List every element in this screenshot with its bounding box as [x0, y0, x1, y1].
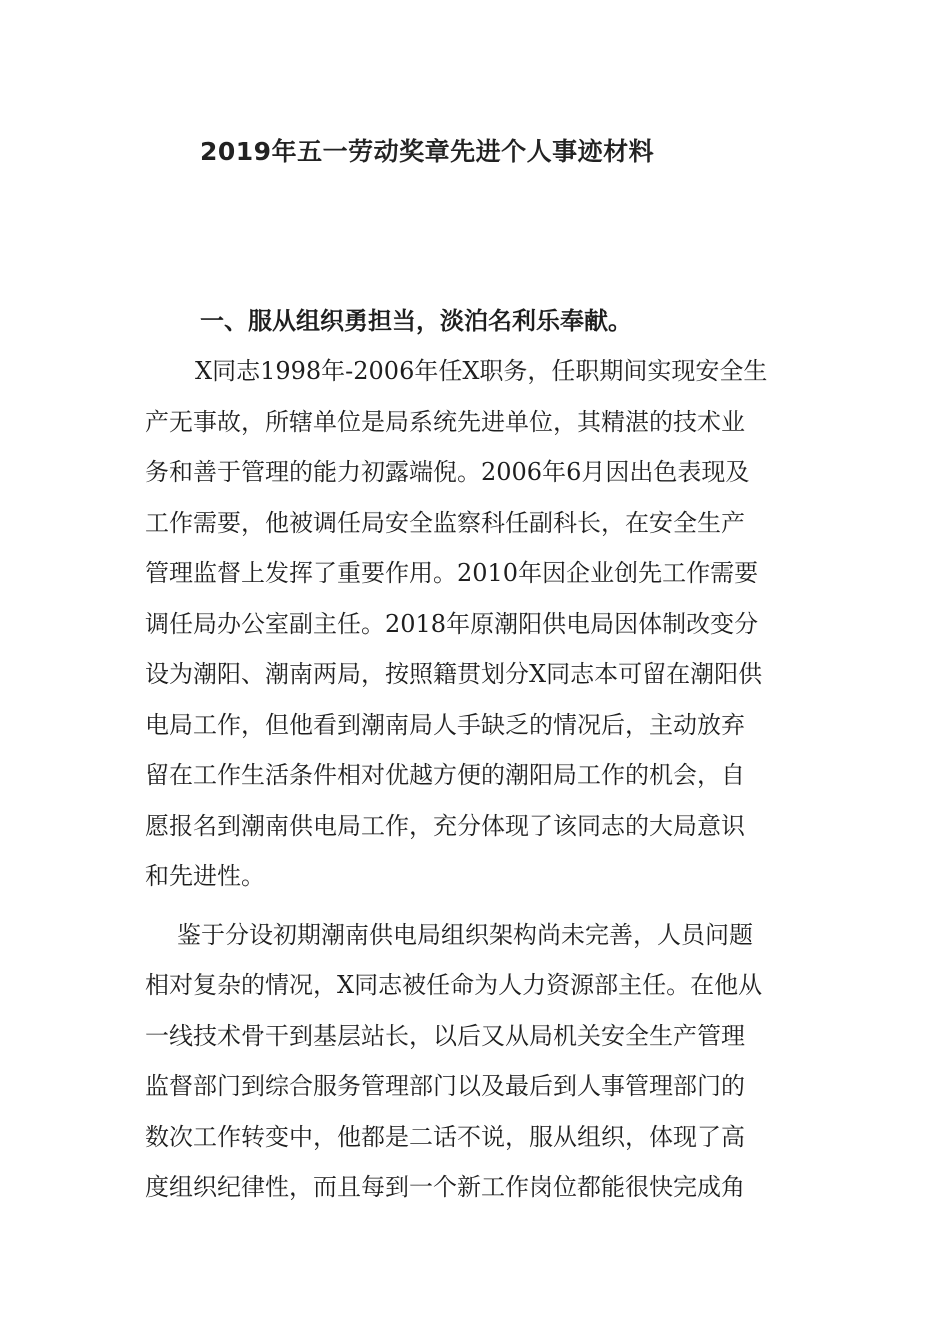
text-line: X同志1998年-2006年任X职务，任职期间实现安全生: [195, 357, 768, 385]
text-line: 产无事故，所辖单位是局系统先进单位，其精湛的技术业: [145, 407, 745, 436]
text-line: 调任局办公室副主任。2018年原潮阳供电局因体制改变分: [145, 609, 759, 638]
text-line: 务和善于管理的能力初露端倪。2006年6月因出色表现及: [145, 458, 750, 486]
paragraph-1: [145, 346, 805, 902]
text-line: 相对复杂的情况，X同志被任命为人力资源部主任。在他从: [145, 971, 763, 999]
text-line: 监督部门到综合服务管理部门以及最后到人事管理部门的: [145, 1072, 745, 1100]
text-line: 设为潮阳、潮南两局，按照籍贯划分X同志本可留在潮阳供: [145, 660, 763, 688]
text-line: 数次工作转变中，他都是二话不说，服从组织，体现了高: [145, 1122, 745, 1151]
text-line: 鉴于分设初期潮南供电局组织架构尚未完善，人员问题: [177, 920, 753, 949]
text-line: 愿报名到潮南供电局工作，充分体现了该同志的大局意识: [145, 811, 745, 840]
text-line: 和先进性。: [145, 862, 265, 890]
text-line: 管理监督上发挥了重要作用。2010年因企业创先工作需要: [145, 559, 759, 587]
document-body: [145, 296, 805, 1213]
text-line: 工作需要，他被调任局安全监察科任副科长，在安全生产: [145, 508, 745, 537]
text-line: 电局工作，但他看到潮南局人手缺乏的情况后，主动放弃: [145, 710, 745, 739]
text-line: 一线技术骨干到基层站长，以后又从局机关安全生产管理: [145, 1021, 745, 1050]
text-line: 留在工作生活条件相对优越方便的潮阳局工作的机会，自: [145, 761, 745, 789]
section-heading: 一、服从组织勇担当，淡泊名利乐奉献。: [200, 306, 632, 335]
text-line: 度组织纪律性，而且每到一个新工作岗位都能很快完成角: [145, 1173, 745, 1201]
document-title: 2019年五一劳动奖章先进个人事迹材料: [200, 137, 655, 166]
paragraph-2: [145, 910, 805, 1213]
